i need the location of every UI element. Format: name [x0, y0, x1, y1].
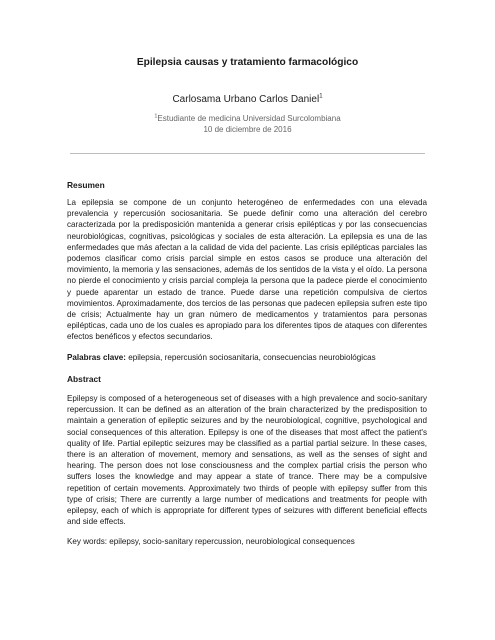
author-line	[0, 94, 495, 105]
author-name: Carlosama Urbano Carlos Daniel	[172, 94, 320, 105]
author-affiliation-marker: 1	[319, 93, 323, 100]
resumen-heading: Resumen	[67, 180, 105, 190]
affiliation-date: 10 de diciembre de 2016	[203, 124, 292, 134]
affiliation-block	[0, 114, 495, 135]
keywords-text: epilepsia, repercusión sociosanitaria, consecuencias neurobiológicas	[128, 353, 376, 362]
header-divider	[70, 153, 425, 154]
resumen-keywords	[67, 352, 427, 363]
paper-title: Epilepsia causas y tratamiento farmacológico	[136, 57, 359, 68]
abstract-body: Epilepsy is composed of a heterogeneous set of diseases with a high prevalence and socio-sanitary repercussion. It can be defined as an alteration of the brain characterized by the predisposition to maintain a generation of epileptic seizures and by the neurobiological, cognitive, psychological and social consequences of this alteration. Epilepsy is one of the diseases that most affect the patient's quality of life. Partial epileptic seizures may be classified as a partial partial seizure. In these cases, there is an alteration of movement, memory and sensations, as well as the senses of sight and hearing. The person does not lose consciousness and the complex partial crisis the person who suffers loses the knowledge and may appear a state of trance. There may be a compulsive repetition of certain movements. Approximately two thirds of people with epilepsy suffer from this type of crisis; There are currently a large number of medications and treatments for people with epilepsy, each of which is appropriate for different types of seizures with different beneficial effects and side effects.	[67, 394, 427, 527]
abstract-heading: Abstract	[67, 374, 101, 384]
resumen-body: La epilepsia se compone de un conjunto heterogéneo de enfermedades con una elevada prevalencia y repercusión sociosanitaria. Se puede definir como una alteración del cerebro caracterizada por la predisposición mantenida a generar crisis epilépticas y por las consecuencias neurobiológicas, cognitivas, psicológicas y sociales de esta alteración. La epilepsia es una de las enfermedades que más afectan a la calidad de vida del paciente. Las crisis epilépticas parciales las podemos clasificar como crisis parcial simple en estos casos se produce una alteración del movimiento, la memoria y las sensaciones, además de los sentidos de la vista y el oído. La persona no pierde el conocimiento y crisis parcial compleja la persona que la padece pierde el conocimiento y puede aparentar un estado de trance. Puede darse una repetición compulsiva de ciertos movimientos. Aproximadamente, dos tercios de las personas que padecen epilepsia sufren este tipo de crisis; Actualmente hay un gran número de medicamentos y tratamientos para personas epilépticas, cada uno de los cuales es apropiado para los diferentes tipos de ataques con diferentes efectos benéficos y efectos secundarios.	[67, 198, 427, 342]
affiliation-marker: 1	[154, 113, 158, 120]
affiliation-line	[0, 114, 495, 125]
affiliation-institution: Estudiante de medicina Universidad Surcolombiana	[157, 114, 341, 123]
keywords-label: Palabras clave:	[67, 353, 126, 362]
abstract-keywords: Key words: epilepsy, socio-sanitary repercussion, neurobiological consequences	[67, 537, 355, 546]
